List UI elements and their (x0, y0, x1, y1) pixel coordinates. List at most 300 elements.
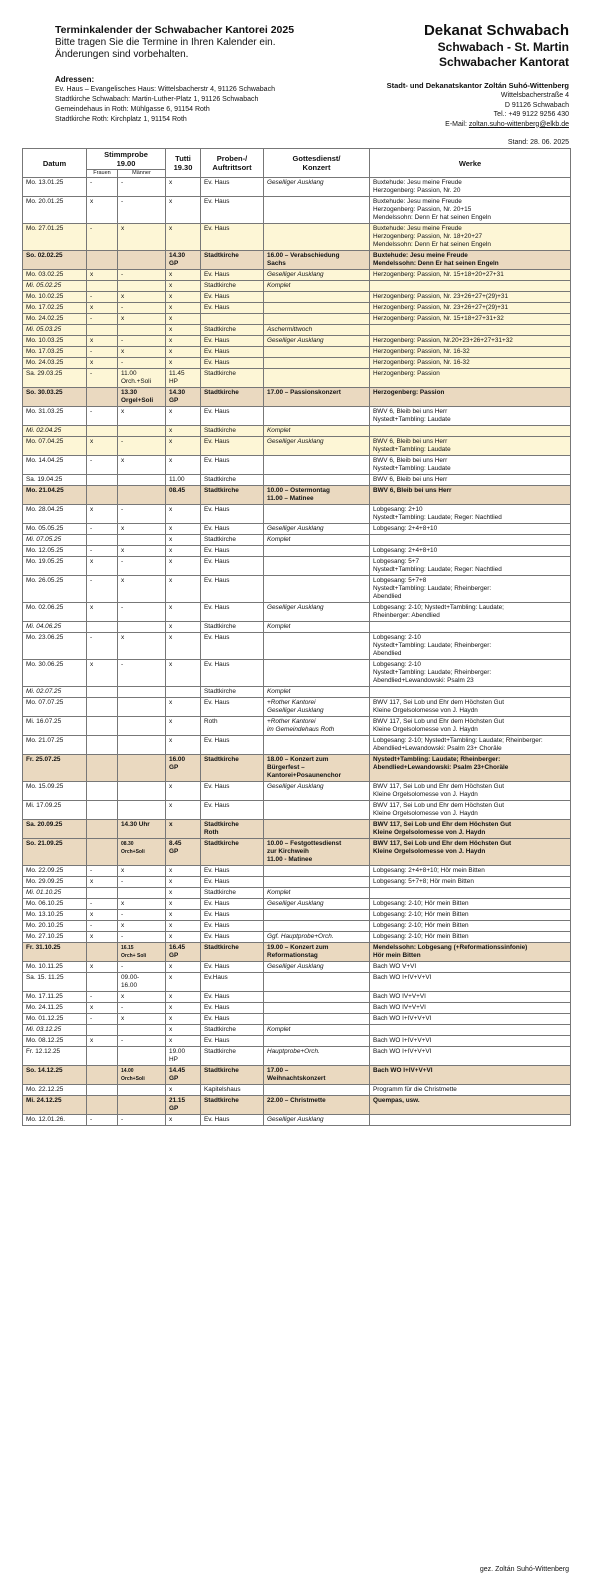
table-row (23, 486, 571, 505)
cell-maenner (118, 1085, 166, 1096)
cell-datum: Mi. 03.12.25 (23, 1025, 87, 1036)
header-right (309, 22, 569, 148)
cell-datum: Fr. 12.12.25 (23, 1047, 87, 1066)
cell-tutti: x (166, 336, 201, 347)
cell-datum: Mo. 30.06.25 (23, 660, 87, 687)
cell-maenner (118, 687, 166, 698)
cell-gd (264, 576, 370, 603)
cell-tutti: x (166, 877, 201, 888)
cell-tutti: x (166, 281, 201, 292)
cell-ort: Ev. Haus (201, 178, 264, 197)
cell-werke: Nystedt+Tambling: Laudate; Rheinberger: Abendlied+Lewandowski: Psalm 23+Choräle (370, 755, 571, 782)
cell-datum: Mo. 26.05.25 (23, 576, 87, 603)
cell-gd (264, 877, 370, 888)
cell-frauen: - (87, 314, 118, 325)
table-row (23, 1047, 571, 1066)
cell-gd (264, 292, 370, 303)
cell-frauen: - (87, 633, 118, 660)
table-row (23, 1096, 571, 1115)
cell-gd: +Rother Kantorei im Gemeindehaus Roth (264, 717, 370, 736)
cell-werke: Buxtehude: Jesu meine Freude Herzogenberg: Passion, Nr. 18+20+27 Mendelssohn: Denn Er hat seinen Engeln (370, 224, 571, 251)
cell-werke: Bach WO I+IV+V+VI (370, 973, 571, 992)
cell-werke (370, 687, 571, 698)
cell-maenner: - (118, 178, 166, 197)
cell-frauen (87, 1025, 118, 1036)
cell-frauen: x (87, 303, 118, 314)
cell-tutti: 16.00 GP (166, 755, 201, 782)
cell-tutti: 14.30 GP (166, 388, 201, 407)
cell-ort: Ev. Haus (201, 303, 264, 314)
cell-werke: Buxtehude: Jesu meine Freude Herzogenberg: Passion, Nr. 20+15 Mendelssohn: Denn Er hat seinen Engeln (370, 197, 571, 224)
cell-frauen (87, 325, 118, 336)
table-row (23, 1025, 571, 1036)
email-link[interactable]: zoltan.suho-wittenberg@elkb.de (468, 120, 569, 128)
cell-frauen (87, 1066, 118, 1085)
cell-gd: Geselliger Ausklang (264, 178, 370, 197)
cell-werke: BWV 6, Bleib bei uns Herr (370, 475, 571, 486)
phone: Tel.: +49 9122 9256 430 (493, 111, 569, 118)
cell-tutti: x (166, 325, 201, 336)
cell-datum: Sa. 20.09.25 (23, 820, 87, 839)
cell-datum: Mo. 24.11.25 (23, 1003, 87, 1014)
cell-gd (264, 736, 370, 755)
cell-maenner: x (118, 992, 166, 1003)
cell-ort: Ev. Haus (201, 546, 264, 557)
table-row (23, 224, 571, 251)
cell-gd (264, 505, 370, 524)
cell-tutti: x (166, 633, 201, 660)
cell-ort: Ev. Haus (201, 576, 264, 603)
cell-maenner: - (118, 660, 166, 687)
cell-tutti: x (166, 407, 201, 426)
cell-tutti: x (166, 524, 201, 535)
cell-datum: Mo. 28.04.25 (23, 505, 87, 524)
cell-datum: Mi. 04.06.25 (23, 622, 87, 633)
cell-ort: Ev. Haus (201, 698, 264, 717)
cell-datum: Sa. 15. 11.25 (23, 973, 87, 992)
table-row (23, 314, 571, 325)
cell-datum: Mo. 17.03.25 (23, 347, 87, 358)
cell-datum: Mo. 17.02.25 (23, 303, 87, 314)
schedule-rows (23, 178, 571, 1126)
cell-ort: Stadtkirche (201, 755, 264, 782)
cell-ort: Ev. Haus (201, 910, 264, 921)
cell-tutti: x (166, 1036, 201, 1047)
cell-datum: Mo. 10.11.25 (23, 962, 87, 973)
cell-ort: Ev. Haus (201, 921, 264, 932)
cell-ort: Stadtkirche (201, 281, 264, 292)
cell-ort: Ev.Haus (201, 973, 264, 992)
cell-werke: BWV 6, Bleib bei uns Herr Nystedt+Tambling: Laudate (370, 456, 571, 475)
cell-frauen (87, 475, 118, 486)
cell-frauen (87, 888, 118, 899)
table-row (23, 932, 571, 943)
cell-frauen: - (87, 369, 118, 388)
table-row (23, 325, 571, 336)
cell-datum: Mo. 14.04.25 (23, 456, 87, 475)
cell-tutti: x (166, 557, 201, 576)
table-row (23, 698, 571, 717)
cell-maenner: 13.30 Orgel+Soli (118, 388, 166, 407)
cell-werke: Programm für die Christmette (370, 1085, 571, 1096)
cell-datum: Mo. 13.10.25 (23, 910, 87, 921)
cell-frauen: x (87, 1003, 118, 1014)
cell-werke: Mendelssohn: Lobgesang (+Reformationssinfonie) Hör mein Bitten (370, 943, 571, 962)
cell-werke: Herzogenberg: Passion, Nr. 23+26+27+(29)+31 (370, 303, 571, 314)
cell-datum: Mo. 27.10.25 (23, 932, 87, 943)
cell-frauen: x (87, 660, 118, 687)
cell-gd: 19.00 – Konzert zum Reformationstag (264, 943, 370, 962)
cell-tutti: x (166, 899, 201, 910)
cell-gd: Komplet (264, 281, 370, 292)
cell-tutti: 8.45 GP (166, 839, 201, 866)
cell-ort: Stadtkirche (201, 325, 264, 336)
cell-frauen: x (87, 270, 118, 281)
cell-maenner: x (118, 576, 166, 603)
cell-gd: Geselliger Ausklang (264, 603, 370, 622)
cell-maenner: x (118, 546, 166, 557)
cell-werke: Herzogenberg: Passion, Nr.20+23+26+27+31+32 (370, 336, 571, 347)
cell-frauen (87, 1047, 118, 1066)
cell-ort: Ev. Haus (201, 437, 264, 456)
cell-tutti: 16.45 GP (166, 943, 201, 962)
email-label: E-Mail: (445, 120, 469, 128)
subtitle-line-1: Bitte tragen Sie die Termine in Ihren Kalender ein. (55, 37, 276, 48)
cell-gd: Geselliger Ausklang (264, 336, 370, 347)
cell-frauen: - (87, 866, 118, 877)
cell-frauen (87, 251, 118, 270)
table-row (23, 303, 571, 314)
cell-gd (264, 456, 370, 475)
addresses-label: Adressen: (55, 75, 95, 84)
cell-tutti: x (166, 820, 201, 839)
signature-line: gez. Zoltán Suhó-Wittenberg (479, 1566, 569, 1573)
table-row (23, 456, 571, 475)
cell-ort: Stadtkirche (201, 251, 264, 270)
cell-datum: Mo. 07.07.25 (23, 698, 87, 717)
cell-gd (264, 660, 370, 687)
cell-ort: Ev. Haus (201, 1003, 264, 1014)
cell-frauen (87, 801, 118, 820)
cell-maenner (118, 782, 166, 801)
cell-maenner: - (118, 197, 166, 224)
cell-frauen (87, 622, 118, 633)
cell-werke: BWV 117, Sei Lob und Ehr dem Höchsten Gut Kleine Orgelsolomesse von J. Haydn (370, 839, 571, 866)
cell-tutti: x (166, 660, 201, 687)
cell-ort: Ev. Haus (201, 633, 264, 660)
col-tutti-time: 19.30 (173, 163, 193, 172)
cell-datum: So. 30.03.25 (23, 388, 87, 407)
cell-ort: Ev. Haus (201, 336, 264, 347)
cell-tutti: 14.30 GP (166, 251, 201, 270)
cell-datum: Fr. 31.10.25 (23, 943, 87, 962)
table-row (23, 1003, 571, 1014)
table-row (23, 888, 571, 899)
cell-werke: BWV 6, Bleib bei uns Herr Nystedt+Tambling: Laudate (370, 407, 571, 426)
cell-ort: Stadtkirche (201, 486, 264, 505)
col-werke: Werke (370, 149, 571, 178)
table-row (23, 820, 571, 839)
cell-maenner: - (118, 303, 166, 314)
table-row (23, 1014, 571, 1025)
cell-maenner: 14.00 Orch+Soli (118, 1066, 166, 1085)
cell-tutti: x (166, 303, 201, 314)
cell-gd: 16.00 – Verabschiedung Sachs (264, 251, 370, 270)
col-frauen: Frauen (87, 170, 118, 178)
cell-werke (370, 535, 571, 546)
cell-gd (264, 546, 370, 557)
cell-gd: 18.00 – Konzert zum Bürgerfest – Kantorei+Posaunenchor (264, 755, 370, 782)
cell-maenner: - (118, 557, 166, 576)
cell-werke (370, 1115, 571, 1126)
col-gd-label-1: Gottesdienst/ (292, 154, 341, 163)
cell-frauen (87, 426, 118, 437)
cell-gd: Komplet (264, 426, 370, 437)
col-stimmprobe-label: Stimmprobe (104, 150, 148, 159)
cell-gd (264, 866, 370, 877)
table-row (23, 1115, 571, 1126)
cell-maenner: x (118, 524, 166, 535)
address-line: Stadtkirche Roth: Kirchplatz 1, 91154 Roth (55, 116, 187, 123)
cell-ort: Stadtkirche (201, 839, 264, 866)
cell-datum: Mo. 08.12.25 (23, 1036, 87, 1047)
cell-maenner (118, 622, 166, 633)
table-row (23, 426, 571, 437)
cell-werke: Herzogenberg: Passion (370, 388, 571, 407)
cell-maenner: x (118, 407, 166, 426)
cell-ort: Stadtkirche (201, 1096, 264, 1115)
cell-ort: Ev. Haus (201, 782, 264, 801)
church-title: Schwabach - St. Martin (437, 40, 569, 54)
kantorat-title: Schwabacher Kantorat (438, 55, 569, 69)
table-row (23, 755, 571, 782)
cell-gd: Aschermittwoch (264, 325, 370, 336)
address-line: Stadtkirche Schwabach: Martin-Luther-Platz 1, 91126 Schwabach (55, 96, 259, 103)
col-stimmprobe-time: 19.00 (116, 159, 136, 168)
cell-tutti: x (166, 347, 201, 358)
cell-tutti: x (166, 992, 201, 1003)
cell-ort: Stadtkirche (201, 475, 264, 486)
cell-datum: Mo. 12.05.25 (23, 546, 87, 557)
cell-frauen (87, 755, 118, 782)
cell-frauen: - (87, 576, 118, 603)
dekanat-title: Dekanat Schwabach (423, 22, 569, 39)
cell-datum: Mo. 23.06.25 (23, 633, 87, 660)
cell-datum: Mo. 02.06.25 (23, 603, 87, 622)
cell-tutti: x (166, 962, 201, 973)
cell-werke: Lobgesang: 2+4+8+10 (370, 546, 571, 557)
table-row (23, 660, 571, 687)
cell-werke: Lobgesang: 5+7 Nystedt+Tambling: Laudate; Reger: Nachtlied (370, 557, 571, 576)
cell-ort: Ev. Haus (201, 557, 264, 576)
cell-gd: Geselliger Ausklang (264, 899, 370, 910)
table-row (23, 839, 571, 866)
cell-maenner (118, 486, 166, 505)
schedule-table (22, 148, 571, 1126)
cell-maenner: - (118, 1115, 166, 1126)
cell-frauen: x (87, 877, 118, 888)
cell-ort: Ev. Haus (201, 270, 264, 281)
cell-frauen (87, 782, 118, 801)
cell-tutti: x (166, 546, 201, 557)
cell-datum: Mi. 16.07.25 (23, 717, 87, 736)
cell-tutti (166, 687, 201, 698)
cell-tutti: x (166, 932, 201, 943)
cell-frauen: - (87, 407, 118, 426)
table-row (23, 388, 571, 407)
cell-maenner (118, 888, 166, 899)
cell-frauen: - (87, 347, 118, 358)
cell-maenner: x (118, 866, 166, 877)
cell-maenner (118, 736, 166, 755)
cell-datum: Mo. 05.05.25 (23, 524, 87, 535)
cell-werke: Herzogenberg: Passion, Nr. 23+26+27+(29)+31 (370, 292, 571, 303)
cell-maenner: - (118, 932, 166, 943)
cell-maenner (118, 698, 166, 717)
table-row (23, 1036, 571, 1047)
table-row (23, 281, 571, 292)
table-row (23, 369, 571, 388)
cell-datum: Mo. 10.03.25 (23, 336, 87, 347)
cell-tutti: x (166, 603, 201, 622)
table-row (23, 687, 571, 698)
cell-ort: Ev. Haus (201, 358, 264, 369)
cell-datum: Mi. 17.09.25 (23, 801, 87, 820)
table-row (23, 336, 571, 347)
cell-ort: Stadtkirche (201, 426, 264, 437)
cell-werke: Herzogenberg: Passion (370, 369, 571, 388)
cell-tutti: x (166, 292, 201, 303)
cell-maenner: x (118, 314, 166, 325)
cell-werke (370, 426, 571, 437)
cell-werke: Lobgesang: 2-10 Nystedt+Tambling: Laudate; Rheinberger: Abendlied+Lewandowski: Psalm 23 (370, 660, 571, 687)
cell-ort: Ev. Haus (201, 292, 264, 303)
cell-frauen: x (87, 910, 118, 921)
cell-maenner: - (118, 437, 166, 456)
cell-ort: Ev. Haus (201, 407, 264, 426)
cell-frauen (87, 281, 118, 292)
cell-gd: Geselliger Ausklang (264, 524, 370, 535)
cell-tutti: x (166, 698, 201, 717)
cell-gd: Geselliger Ausklang (264, 1115, 370, 1126)
cell-tutti: x (166, 1115, 201, 1126)
cell-frauen: - (87, 899, 118, 910)
cell-ort: Stadtkirche (201, 888, 264, 899)
cell-frauen: - (87, 921, 118, 932)
cell-maenner: x (118, 456, 166, 475)
cell-datum: Mo. 20.10.25 (23, 921, 87, 932)
cell-frauen: x (87, 603, 118, 622)
cell-werke: BWV 117, Sei Lob und Ehr dem Höchsten Gut Kleine Orgelsolomesse von J. Haydn (370, 717, 571, 736)
cell-ort: Ev. Haus (201, 736, 264, 755)
cell-gd: Geselliger Ausklang (264, 962, 370, 973)
cell-datum: Mo. 17.11.25 (23, 992, 87, 1003)
cell-maenner (118, 1096, 166, 1115)
cell-gd (264, 820, 370, 839)
col-ort-label-2: Auftrittsort (212, 163, 252, 172)
cell-werke: Lobgesang: 2-10; Hör mein Bitten (370, 910, 571, 921)
cell-frauen (87, 736, 118, 755)
cell-maenner: - (118, 358, 166, 369)
cell-ort: Kapitelshaus (201, 1085, 264, 1096)
table-row (23, 535, 571, 546)
table-row (23, 197, 571, 224)
cell-ort: Stadtkirche Roth (201, 820, 264, 839)
cell-gd: 22.00 – Christmette (264, 1096, 370, 1115)
cell-frauen (87, 973, 118, 992)
cell-frauen (87, 943, 118, 962)
table-row (23, 899, 571, 910)
cell-gd (264, 314, 370, 325)
cell-tutti: x (166, 921, 201, 932)
cell-gd: 17.00 – Passionskonzert (264, 388, 370, 407)
cell-maenner: - (118, 270, 166, 281)
cell-frauen (87, 687, 118, 698)
col-ort (201, 149, 264, 178)
cell-werke (370, 281, 571, 292)
cell-gd: Komplet (264, 888, 370, 899)
table-row (23, 962, 571, 973)
cell-werke: BWV 117, Sei Lob und Ehr dem Höchsten Gut Kleine Orgelsolomesse von J. Haydn (370, 698, 571, 717)
col-gd-label-2: Konzert (302, 163, 331, 172)
cell-gd (264, 910, 370, 921)
cell-frauen: x (87, 557, 118, 576)
cell-maenner (118, 426, 166, 437)
cell-gd (264, 633, 370, 660)
cell-werke: Herzogenberg: Passion, Nr. 16-32 (370, 347, 571, 358)
cell-frauen: x (87, 962, 118, 973)
cell-tutti: x (166, 1085, 201, 1096)
cell-frauen (87, 1096, 118, 1115)
cell-gd: Komplet (264, 687, 370, 698)
table-row (23, 877, 571, 888)
cell-werke: Bach WO I+IV+V+VI (370, 1066, 571, 1085)
cell-gd (264, 475, 370, 486)
cell-werke: Lobgesang: 5+7+8; Hör mein Bitten (370, 877, 571, 888)
cell-tutti: 08.45 (166, 486, 201, 505)
cell-gd (264, 1003, 370, 1014)
cell-gd (264, 992, 370, 1003)
cell-maenner: - (118, 910, 166, 921)
cell-gd (264, 197, 370, 224)
cell-datum: Mo. 15.09.25 (23, 782, 87, 801)
table-row (23, 347, 571, 358)
cell-frauen: - (87, 1014, 118, 1025)
cell-tutti: x (166, 801, 201, 820)
cell-datum: Mo. 24.03.25 (23, 358, 87, 369)
cell-datum: Mo. 13.01.25 (23, 178, 87, 197)
cell-gd: +Rother Kantorei Geselliger Ausklang (264, 698, 370, 717)
cell-datum: Mo. 10.02.25 (23, 292, 87, 303)
cell-maenner: - (118, 962, 166, 973)
cell-frauen: x (87, 437, 118, 456)
cell-gd: 10.00 – Ostermontag 11.00 – Matinee (264, 486, 370, 505)
cell-datum: Mo. 07.04.25 (23, 437, 87, 456)
cell-werke: Lobgesang: 5+7+8 Nystedt+Tambling: Laudate; Rheinberger: Abendlied (370, 576, 571, 603)
email-line (309, 120, 569, 130)
cell-maenner: 09.00- 16.00 (118, 973, 166, 992)
cell-werke: Lobgesang: 2-10; Nystedt+Tambling: Laudate; Rheinberger: Abendlied (370, 603, 571, 622)
cell-maenner: - (118, 505, 166, 524)
cell-gd: Komplet (264, 622, 370, 633)
cell-datum: Fr. 25.07.25 (23, 755, 87, 782)
cell-ort: Stadtkirche (201, 1066, 264, 1085)
cell-ort: Stadtkirche (201, 535, 264, 546)
cell-ort: Ev. Haus (201, 660, 264, 687)
cell-datum: Mo. 22.09.25 (23, 866, 87, 877)
cell-werke (370, 1025, 571, 1036)
cell-werke: Lobgesang: 2+4+8+10 (370, 524, 571, 535)
